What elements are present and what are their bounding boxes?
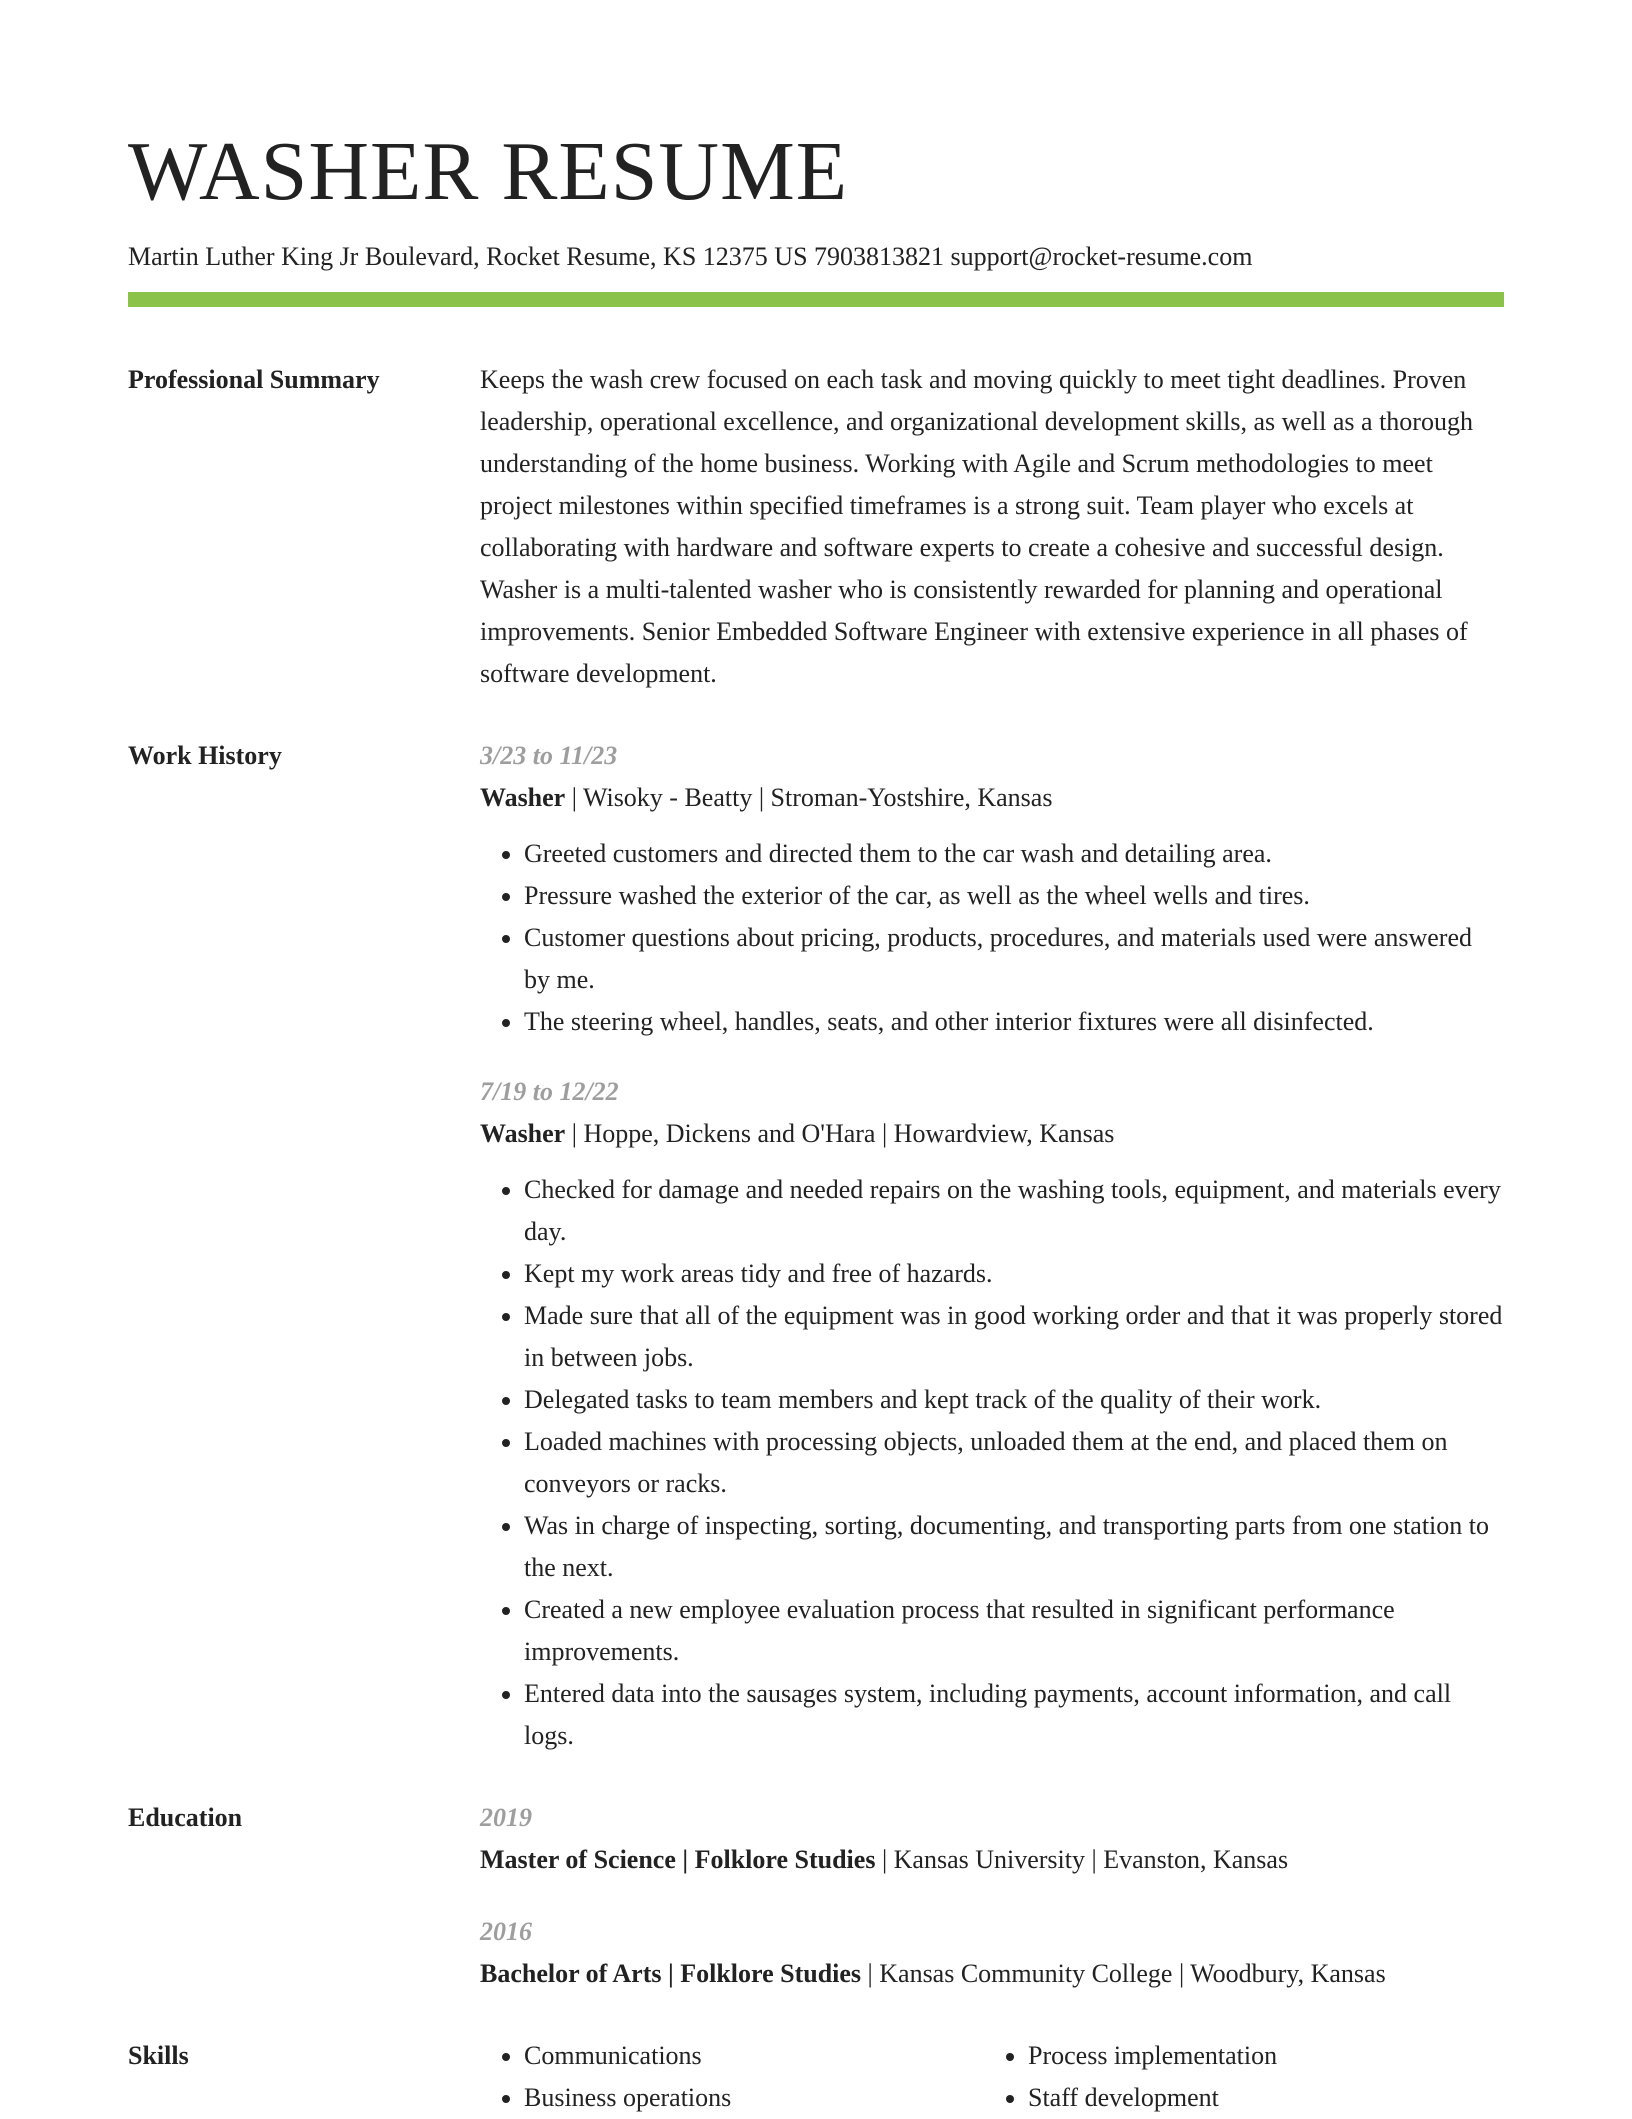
job-role: Washer: [480, 1119, 566, 1148]
job-bullets: [480, 833, 1504, 1043]
education-details: | Kansas Community College | Woodbury, Kansas: [861, 1959, 1386, 1988]
job-bullet: • Entered data into the sausages system, including payments, account information, and call logs.: [524, 1673, 1504, 1757]
job-bullet: • Greeted customers and directed them to the car wash and detailing area.: [524, 833, 1504, 875]
job-bullet: • Pressure washed the exterior of the car, as well as the wheel wells and tires.: [524, 875, 1504, 917]
job-heading: [480, 777, 1504, 819]
skill-item: • Process implementation: [1028, 2035, 1488, 2077]
job-heading: [480, 1113, 1504, 1155]
job-bullet: • Checked for damage and needed repairs on the washing tools, equipment, and materials every day.: [524, 1169, 1504, 1253]
resume-page: [128, 118, 1504, 2119]
education-year: 2019: [480, 1803, 532, 1832]
job-bullet: • Was in charge of inspecting, sorting, documenting, and transporting parts from one station to the next.: [524, 1505, 1504, 1589]
section-title-skills: Skills: [128, 2041, 189, 2070]
skill-item: • Staff development: [1028, 2077, 1488, 2119]
education-heading: [480, 1839, 1504, 1881]
resume-title: WASHER RESUME: [128, 125, 849, 218]
job-bullet: • Customer questions about pricing, products, procedures, and materials used were answered by me.: [524, 917, 1504, 1001]
skills-list: [480, 2035, 1504, 2119]
summary-section: [128, 359, 1504, 695]
job-role: Washer: [480, 783, 566, 812]
skills-column-left: [480, 2035, 984, 2119]
education-year: 2016: [480, 1917, 532, 1946]
education-list: [480, 1797, 1504, 1995]
education-degree: Bachelor of Arts | Folklore Studies: [480, 1959, 862, 1988]
job-dates: 7/19 to 12/22: [480, 1077, 619, 1106]
job-bullet: • Made sure that all of the equipment was in good working order and that it was properly stored in between jobs.: [524, 1295, 1504, 1379]
work-history-section: [128, 735, 1504, 1757]
section-title-summary: Professional Summary: [128, 365, 380, 394]
section-title-work: Work History: [128, 741, 282, 770]
work-history-list: [480, 735, 1504, 1757]
header-divider: [128, 292, 1504, 307]
education-entry: [480, 1797, 1504, 1881]
skills-column-right: [984, 2035, 1488, 2119]
job-bullet: • Created a new employee evaluation process that resulted in significant performance improvements.: [524, 1589, 1504, 1673]
job-bullet: • Loaded machines with processing objects, unloaded them at the end, and placed them on conveyors or racks.: [524, 1421, 1504, 1505]
job-entry: [480, 1071, 1504, 1757]
summary-text: Keeps the wash crew focused on each task and moving quickly to meet tight deadlines. Proven leadership, operational excellence, and organizational development skills, as well as a thorough understanding of the home business. Working with Agile and Scrum methodologies to meet project milestones within specified timeframes is a strong suit. Team player who excels at collaborating with hardware and software experts to create a cohesive and successful design. Washer is a multi-talented washer who is consistently rewarded for planning and operational improvements. Senior Embedded Software Engineer with extensive experience in all phases of software development.: [480, 365, 1473, 688]
skills-section: [128, 2035, 1504, 2119]
job-bullet: • Delegated tasks to team members and kept track of the quality of their work.: [524, 1379, 1504, 1421]
education-degree: Master of Science | Folklore Studies: [480, 1845, 876, 1874]
education-section: [128, 1797, 1504, 1995]
education-entry: [480, 1911, 1504, 1995]
job-bullet: • The steering wheel, handles, seats, and other interior fixtures were all disinfected.: [524, 1001, 1504, 1043]
contact-line: Martin Luther King Jr Boulevard, Rocket Resume, KS 12375 US 7903813821 support@rocket-resume.com: [128, 242, 1253, 271]
education-details: | Kansas University | Evanston, Kansas: [875, 1845, 1289, 1874]
skill-item: • Business operations: [524, 2077, 984, 2119]
job-details: | Wisoky - Beatty | Stroman-Yostshire, Kansas: [565, 783, 1053, 812]
section-title-education: Education: [128, 1803, 243, 1832]
job-dates: 3/23 to 11/23: [480, 741, 618, 770]
skill-item: • Communications: [524, 2035, 984, 2077]
job-bullet: • Kept my work areas tidy and free of hazards.: [524, 1253, 1504, 1295]
job-entry: [480, 735, 1504, 1043]
job-bullets: [480, 1169, 1504, 1757]
education-heading: [480, 1953, 1504, 1995]
job-details: | Hoppe, Dickens and O'Hara | Howardview, Kansas: [565, 1119, 1115, 1148]
